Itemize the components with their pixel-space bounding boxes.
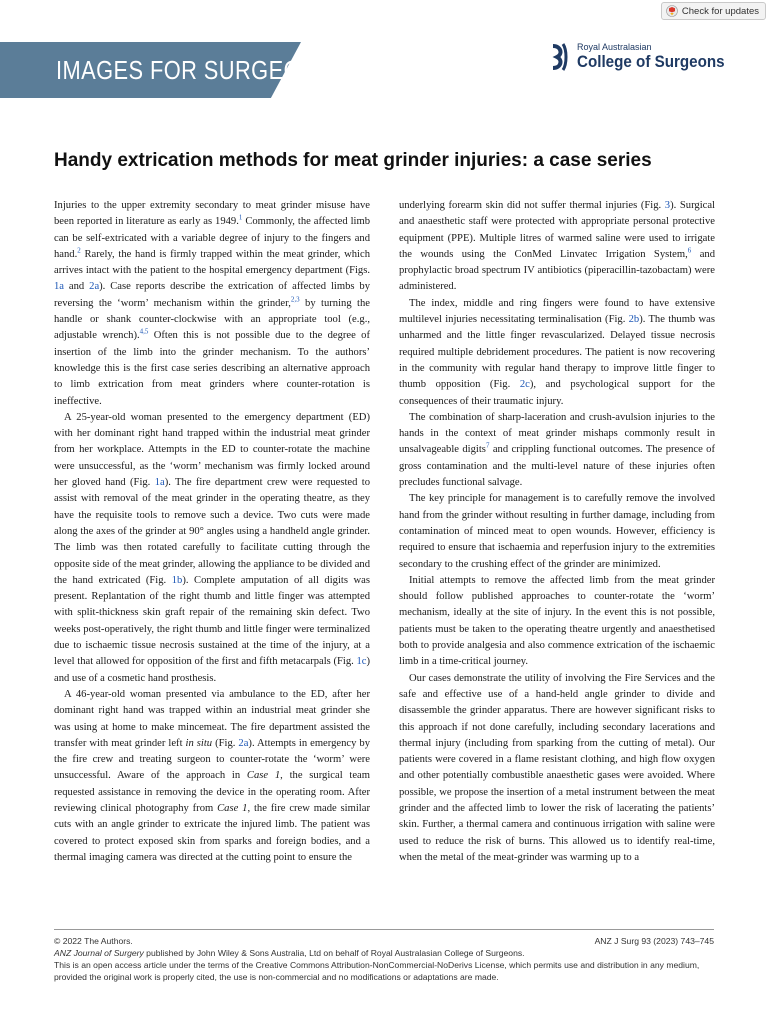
right-column <box>399 198 715 866</box>
body-paragraph <box>399 296 715 410</box>
body-text: and crippling functional outcomes. The presence of gross contamination and the multi-level nature of these injuries often precludes functional salvage. <box>399 444 716 489</box>
body-text: ). The fire department crew were requested to assist with removal of the meat grinder in the operating theatre, as they have the requisite tools to remove such a device. Two cuts were made along the axes of the grinder at 90° angles using a handheld angle grinder. The limb was then rotated carefully to facilitate cutting through the opposite side of the meat grinder, allowing the appliance to be divided and the hand extricated (Fig. <box>54 477 371 586</box>
racs-logo <box>549 42 737 72</box>
body-text: and <box>64 281 90 293</box>
body-text: , the fire crew made similar cuts with an angle grinder to extricate the injured limb. The patient was covered to protect exposed skin from sparks and foreign bodies, and a thermal imaging camera was directed at the cutting point to ensure the <box>54 802 370 863</box>
check-for-updates-button[interactable] <box>661 2 766 20</box>
figure-reference-link[interactable]: 1b <box>171 574 183 586</box>
body-text: ). Attempts in emergency by the fire crew and treating surgeon to counter-rotate the ‘worm’ were unsuccessful. Aware of the approach in <box>54 737 370 782</box>
footer-citation: ANZ J Surg 93 (2023) 743–745 <box>594 936 714 946</box>
page-footer <box>54 935 714 983</box>
italic-text: Case 1 <box>246 770 281 782</box>
footer-license: This is an open access article under the terms of the Creative Commons Attribution-NonCommercial-NoDerivs License, which permits use and distribution in any medium, provided the original work is properly cited, the use is non-commercial and no modifications or adaptations are made. <box>54 960 700 982</box>
body-text: Our cases demonstrate the utility of involving the Fire Services and the safe and effective use of a hand-held angle grinder to divide and disassemble the grinder apparatus. There are however significant risks to this approach if not done carefully, including secondary lacerations and thermal injury (including from sparking from the cutting of metal). Our patients were covered in a flame resistant clothing, and high flow oxygen and other potentially combustible anaesthetic gases were avoided. Where possible, we propose the insertion of a metal instrument between the meat grinder and the affected limb to lower the risk of lacerating the patients’ skin. Further, a thermal camera and continuous irrigation with saline were used to reduce the risk of burns. This allowed us to identify real-time, when the metal of the meat-grinder was warming up to a <box>399 672 715 863</box>
figure-reference-link[interactable]: 1a <box>54 281 64 293</box>
body-text: ) and use of a cosmetic hand prosthesis. <box>54 656 370 684</box>
body-text: and prophylactic broad spectrum IV antibiotics (piperacillin-tazobactam) were administered. <box>399 248 716 293</box>
footer-publisher: published by John Wiley & Sons Australia, Ltd on behalf of Royal Australasian College of Surgeons. <box>143 948 525 958</box>
body-text: ). The thumb was unharmed and the little finger revascularized. Delayed tissue necrosis required multiple debridement procedures. The patient is now recovering in the community with regular hand therapy to improve little finger to thumb opposition (Fig. <box>399 314 716 391</box>
reference-citation-link[interactable]: 6 <box>687 246 692 255</box>
body-text: (Fig. <box>212 737 239 749</box>
body-text: A 46-year-old woman presented via ambulance to the ED, after her dominant right hand was trapped within an industrial meat grinder she was using at home to make mincemeat. The fire department assisted the transfer with meat grinder left <box>54 688 370 749</box>
body-paragraph <box>399 491 715 572</box>
body-paragraph <box>399 198 715 296</box>
reference-citation-link[interactable]: 2 <box>77 246 81 255</box>
body-text: , the surgical team requested assistance in removing the device in the operating room. After reviewing clinical photography from <box>54 770 370 814</box>
body-text: Initial attempts to remove the affected limb from the meat grinder should follow published approaches to counter-rotate the ‘worm’ mechanism, ideally at the site of injury. In the event this is not possible, patients must be taken to the operating theatre urgently and anaesthetised both to provide analgesia and also commence extrication of the ischaemic limb in a time-critical journey. <box>399 574 715 668</box>
reference-citation-link[interactable]: 2,3 <box>290 295 300 304</box>
crossmark-icon <box>666 5 678 17</box>
figure-reference-link[interactable]: 2a <box>238 737 249 749</box>
footer-journal: ANZ Journal of Surgery <box>54 948 144 958</box>
logo-small-text: Royal Australasian <box>577 42 652 53</box>
body-text: ). Complete amputation of all digits was present. Replantation of the right thumb and little finger was attempted with split-thickness skin graft repair of the remaining skin defect. Two weeks post-operatively, the right thumb and little finger were terminalized due to ischaemic tissue necrosis sustained at the time of the injury, at a level that allowed for opposition of the first and fifth metacarpals (Fig. <box>54 574 370 668</box>
reference-citation-link[interactable]: 7 <box>485 441 490 450</box>
body-paragraph <box>399 573 715 671</box>
body-text: Injuries to the upper extremity secondary to meat grinder misuse have been reported in literature as early as 1949. <box>54 200 370 228</box>
article-title: Handy extrication methods for meat grinder injuries: a case series <box>54 150 652 171</box>
body-text: The combination of sharp-laceration and crush-avulsion injuries to the hands in the context of meat grinder mishaps commonly result in unsalvageable digits <box>399 411 715 456</box>
racs-logo-icon <box>549 42 571 72</box>
body-text: by turning the handle or shank counter-clockwise with an appropriate tool (e.g., adjustable wrench). <box>54 297 370 342</box>
figure-reference-link[interactable]: 3 <box>664 200 671 211</box>
body-text: underlying forearm skin did not suffer thermal injuries (Fig. <box>399 200 665 211</box>
reference-citation-link[interactable]: 1 <box>238 213 243 222</box>
body-paragraph <box>54 410 370 687</box>
footer-divider <box>54 929 714 930</box>
body-text: ). Surgical and anaesthetic staff were protected with appropriate personal protective equipment (PPE). Multiple litres of warmed saline were used to irrigate the wounds using the ConMed Linvatec Irrigation System, <box>399 200 715 260</box>
figure-reference-link[interactable]: 2c <box>519 379 530 391</box>
footer-copyright: © 2022 The Authors. <box>54 936 133 946</box>
body-text: Rarely, the hand is firmly trapped within the meat grinder, which arrives intact with the patient to the hospital emergency department (Figs. <box>54 248 370 277</box>
body-text: The key principle for management is to carefully remove the involved hand from the grinder without resulting in further damage, including from contamination of minced meat to open wounds. However, efficiency is required to ensure that ischaemia and reperfusion injury to the extremities secondary to the crushing effect of the grinder are minimized. <box>399 493 715 570</box>
italic-text: in situ <box>185 737 213 749</box>
check-for-updates-label: Check for updates <box>681 5 759 17</box>
section-banner-text: IMAGES FOR SURGEONS <box>56 55 333 85</box>
left-column <box>54 198 370 866</box>
figure-reference-link[interactable]: 1a <box>154 477 165 489</box>
figure-reference-link[interactable]: 1c <box>356 656 367 668</box>
body-text: ), and psychological support for the consequences of their traumatic injury. <box>399 379 716 407</box>
body-paragraph <box>399 410 715 491</box>
italic-text: Case 1 <box>217 802 248 814</box>
body-text: The index, middle and ring fingers were found to have extensive multilevel injuries necessitating terminalisation (Fig. <box>399 297 715 326</box>
body-paragraph <box>399 671 715 867</box>
body-text: ). Case reports describe the extrication of affected limbs by reversing the ‘worm’ mechanism within the grinder, <box>54 281 371 309</box>
body-text: Often this is not possible due to the degree of insertion of the limb into the grinder mechanism. To the authors’ knowledge this is the first case series describing an alternative approach to limb extrication from meat grinders where counter-rotation is ineffective. <box>54 330 370 407</box>
body-paragraph <box>54 687 370 866</box>
figure-reference-link[interactable]: 2b <box>628 314 640 326</box>
logo-big-text: College of Surgeons <box>577 53 725 72</box>
body-paragraph <box>54 198 370 410</box>
body-text: A 25-year-old woman presented to the emergency department (ED) with her dominant right hand trapped within the industrial meat grinder from her workplace. Attempts in the ED to counter-rotate the machine were unsuccessful, as the ‘worm’ mechanism was firmly locked around her gloved hand (Fig. <box>54 411 370 489</box>
body-text: Commonly, the affected limb can be self-extricated with a variable degree of injury to the fingers and hand. <box>54 216 370 260</box>
figure-reference-link[interactable]: 2a <box>89 281 100 293</box>
reference-citation-link[interactable]: 4,5 <box>139 327 149 336</box>
